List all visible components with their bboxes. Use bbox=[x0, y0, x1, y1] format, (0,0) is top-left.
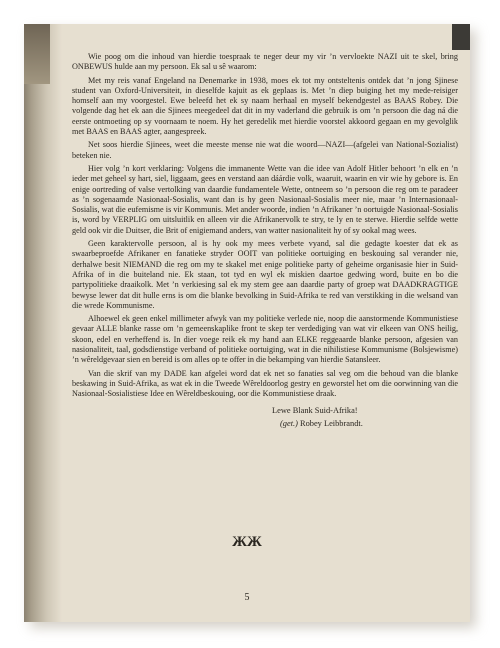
body-text bbox=[72, 52, 458, 430]
signature-line bbox=[272, 417, 458, 430]
paragraph: Net soos hierdie Sjinees, weet die meeste mense nie wat die woord—NAZI—(afgelei van National-Sozialist) beteken nie. bbox=[72, 140, 458, 160]
paragraph: Van die skrif van my DADE kan afgelei word dat ek net so fanaties sal veg om die behoud van die blanke beskawing in Suid-Afrika, as wat ek in die Tweede Wêreldoorlog gestry en geworstel het om die oorwinning van die Nasionaal-Sosialistiese Idee en Wêreldbeskouing, oor die Kommunistiese draak. bbox=[72, 368, 458, 399]
paragraph: Wie poog om die inhoud van hierdie toespraak te neger deur my vir ’n vervloekte NAZI uit te skel, bring ONBEWUS hulde aan my persoon. Ek sal u sê waarom: bbox=[72, 52, 458, 72]
paragraph: Hier volg ’n kort verklaring: Volgens die immanente Wette van die idee van Adolf Hitler behoort ’n elk en ’n ieder met geheel sy hart, siel, liggaam, gees en verstand aan dáárdie volk, waaruit, waarin en vir wie hy gebore is. En enige oortreding of valse vertolking van daardie fundamentele Wette, ontneem so ’n persoon die reg om te paradeer as ’n sogenaamde Nasionaal-Sosialis, want dan is hy geen Nasionaal-Sosialis meer nie, maar ’n Internasionaal-Sosialis, wat die eufemisme is vir Kommunis. Met ander woorde, indien ’n Afrikaner ’n oortuigde Nasionaal-Sosialis is, word by VERPLIG om uitsluitlik en alleen vir die Afrikanervolk te stry, te ly en te sterwe. Hierdie selfde wette geld ook vir die Duitser, die Brit of enigiemand anders, van watter nasionaliteit hy of sy ookal mag wees. bbox=[72, 163, 458, 235]
page-number: 5 bbox=[244, 592, 250, 603]
ornament-mark: ЖЖ bbox=[232, 534, 262, 550]
binding-spine bbox=[24, 24, 62, 622]
document-page bbox=[24, 24, 470, 622]
signed-prefix: (get.) bbox=[280, 418, 298, 428]
binding-tab bbox=[24, 24, 50, 84]
paragraph: Geen karaktervolle persoon, al is hy ook my mees verbete vyand, sal die gedagte koester dat ek as swaarbeproefde Afrikaner en fanatieke stryder OOIT van politieke oortuiging en beskouing sal verander nie, derhalwe besit NIEMAND die reg om my te skakel met enige politieke party of geheime organisasie hier in Suid-Afrika of in die buiteland nie. Ek staan, tot tyd en wyl ek miskien daartoe gedwing word, buite en bo die partypolitieke draaikolk. Met ’n verkiesing sal ek my stem gee aan daardie party of groep wat DAADKRAGTIGE bewyse lewer dat dit hulle erns is om die blanke bevolking in Suid-Afrika te red van verstikking in die welsand van die wrede Kommunisme. bbox=[72, 239, 458, 310]
page-corner-shadow bbox=[452, 24, 470, 50]
salutation: Lewe Blank Suid-Afrika! bbox=[272, 405, 358, 415]
signatory-name: Robey Leibbrandt. bbox=[300, 418, 363, 428]
paragraph: Met my reis vanaf Engeland na Denemarke in 1938, moes ek tot my ontsteltenis ontdek dat ’n jong Sjinese student van Oxford-Universiteit, in dieselfde kajuit as ek geplaas is. Met ’n diep buiging het my mede-reisiger homself aan my voorgestel. Ewe beleefd het ek sy naam herhaal en myself bekendgestel as BAAS Robey. Die volgende dag het ek aan die Sjinees meegedeel dat dit in my vaderland die gebruik is om ’n persoon die dag ná die eerste ontmoeting op sy voornaam te noem. Hy het geredelik met hierdie voorstel akkoord gegaan en my gevolglik met BAAS en BAAS agter, aangespreek. bbox=[72, 75, 458, 137]
closing-block bbox=[72, 404, 458, 430]
paragraph: Alhoewel ek geen enkel millimeter afwyk van my politieke verlede nie, noop die aanstormende Kommunistiese gevaar ALLE blanke rasse om ’n gemeenskaplike front te skep ter verdediging van wat vir elkeen van ONS heilig, skoon, edel en verheffend is. In dier voege reik ek my hand aan ELKE reggeaarde blanke persoon, afgesien van nasionaliteit, taal, godsdienstige verband of politieke oortuiging, wat in die nihilistiese Kommunisme (Bolsjewisme) ’n wêreldgevaar sien en bereid is om alles op te offer in die bekamping van hierdie Satansleer. bbox=[72, 314, 458, 365]
